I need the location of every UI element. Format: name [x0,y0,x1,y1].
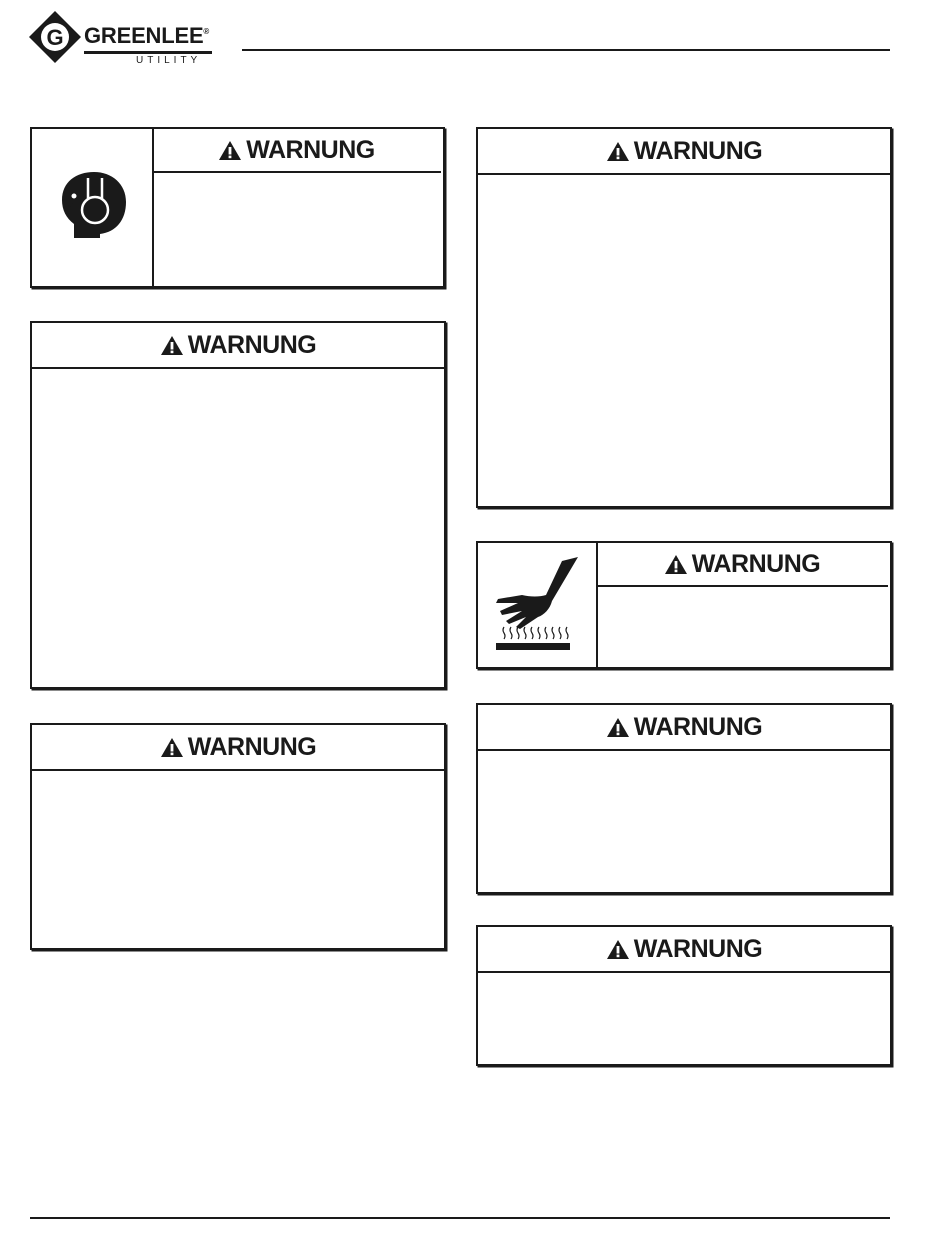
warning-triangle-icon [664,554,688,575]
warning-title-text: WARNUNG [633,934,763,963]
warning-title-text: WARNUNG [691,549,821,578]
warning-header [478,705,890,751]
warning-icon-cell [478,543,598,667]
warning-title [664,550,820,579]
brand-subtitle: UTILITY [136,55,202,66]
logo-underline [84,51,212,54]
warning-right-cell [596,543,888,587]
warning-box [476,925,892,1066]
greenlee-logo [28,10,228,68]
hearing-protection-icon [52,168,132,248]
greenlee-diamond-icon [28,10,82,64]
warning-title [606,137,762,166]
warning-box-hearing [30,127,445,288]
warning-triangle-icon [218,140,242,161]
warning-header [596,543,888,587]
warning-header [32,725,444,771]
warning-icon-cell [32,129,154,286]
warning-right-cell [152,129,441,173]
warning-triangle-icon [606,141,630,162]
warning-box [476,703,892,894]
warning-box [30,321,446,689]
warning-title-text: WARNUNG [187,732,317,761]
warning-title-text: WARNUNG [246,135,375,164]
warning-box-hot-surface [476,541,892,669]
warning-title [160,733,316,762]
footer-rule [30,1217,890,1219]
warning-box [476,127,892,508]
warning-title-text: WARNUNG [187,330,317,359]
warning-triangle-icon [160,335,184,356]
brand-name-text: GREENLEE [84,23,204,48]
warning-title [218,136,374,165]
warning-box [30,723,446,950]
logo-letter: G [46,25,64,50]
hot-surface-icon [492,555,582,655]
warning-title-text: WARNUNG [633,712,763,741]
warning-header [152,129,441,173]
registered-mark: ® [203,27,210,36]
warning-title [160,331,316,360]
header-rule [242,49,890,51]
warning-header [478,927,890,973]
warning-triangle-icon [606,939,630,960]
warning-title [606,713,762,742]
warning-triangle-icon [606,717,630,738]
brand-name [84,23,209,49]
warning-header [478,129,890,175]
warning-triangle-icon [160,737,184,758]
warning-header [32,323,444,369]
warning-title [606,935,762,964]
warning-title-text: WARNUNG [633,136,763,165]
